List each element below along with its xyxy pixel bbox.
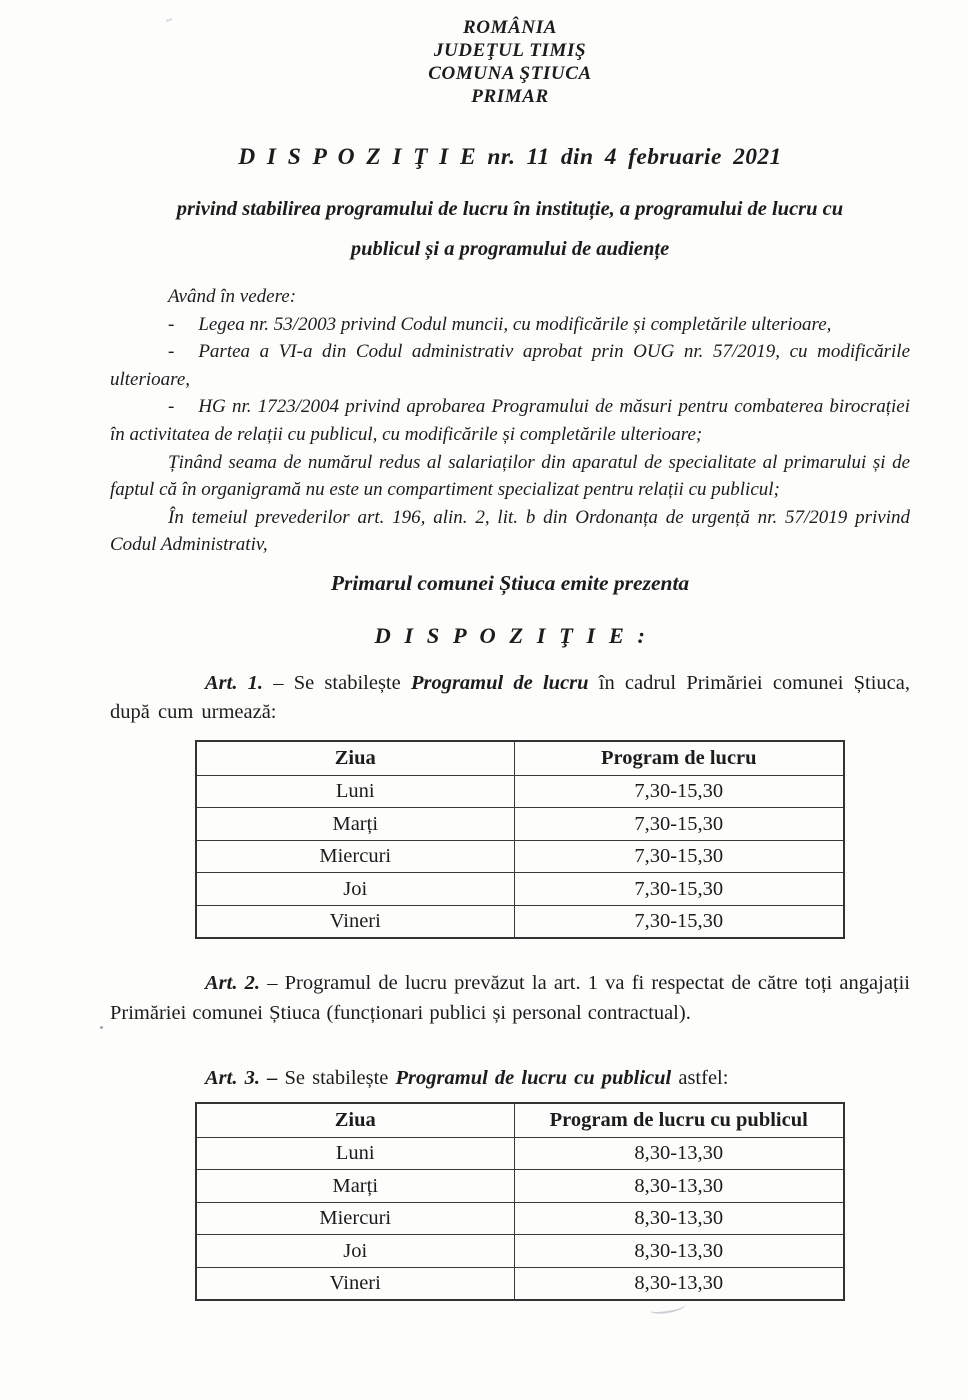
- text-segment: Programul de lucru cu publicul: [395, 1067, 672, 1090]
- legal-reference-item: [110, 393, 910, 448]
- hours-cell: 7,30-15,30: [514, 775, 844, 808]
- text-segment: Programul de lucru: [410, 671, 589, 694]
- day-cell: Vineri: [196, 1267, 514, 1300]
- legal-reference-text: Legea nr. 53/2003 privind Codul muncii, cu modificările și completările ulterioare,: [198, 313, 832, 335]
- work-schedule-table: [195, 740, 845, 940]
- table-row: [196, 1137, 844, 1170]
- column-header-day: Ziua: [196, 1103, 514, 1138]
- list-dash-marker: -: [168, 341, 175, 363]
- hours-cell: 8,30-13,30: [514, 1267, 844, 1300]
- public-schedule-table: [195, 1102, 845, 1302]
- subject-line: privind stabilirea programului de lucru în instituție, a programului de lucru cu: [176, 198, 844, 220]
- hours-cell: 7,30-15,30: [514, 808, 844, 841]
- letterhead-commune: COMUNA ŞTIUCA: [428, 63, 592, 84]
- issuer-statement: Primarul comunei Știuca emite prezenta: [330, 570, 690, 595]
- hours-cell: 8,30-13,30: [514, 1235, 844, 1268]
- article-1: [110, 669, 910, 728]
- column-header-hours: Program de lucru cu publicul: [514, 1103, 844, 1138]
- hours-cell: 8,30-13,30: [514, 1137, 844, 1170]
- day-cell: Joi: [196, 1235, 514, 1268]
- day-cell: Luni: [196, 1137, 514, 1170]
- hours-cell: 8,30-13,30: [514, 1202, 844, 1235]
- day-cell: Vineri: [196, 905, 514, 938]
- table-row: [196, 1235, 844, 1268]
- letterhead-country: ROMÂNIA: [463, 17, 557, 38]
- list-dash-marker: -: [168, 396, 175, 418]
- day-cell: Luni: [196, 775, 514, 808]
- column-header-day: Ziua: [196, 741, 514, 776]
- dispozitie-heading: D I S P O Z I Ţ I E :: [374, 622, 646, 648]
- legal-reference-item: [110, 338, 910, 393]
- day-cell: Miercuri: [196, 840, 514, 873]
- table-row: [196, 1267, 844, 1300]
- scan-artifact: [100, 1026, 103, 1029]
- table-row: [196, 905, 844, 938]
- text-segment: – Programul de lucru prevăzut la art. 1 va fi respectat de către toți angajații Primăriei comunei Știuca (funcționari publici și personal contractual).: [110, 972, 910, 1024]
- table-row: [196, 1202, 844, 1235]
- text-segment: astfel:: [671, 1067, 729, 1090]
- scan-artifact: [649, 1300, 686, 1315]
- day-cell: Marți: [196, 808, 514, 841]
- table-row: [196, 1170, 844, 1203]
- letterhead-county: JUDEŢUL TIMIŞ: [433, 40, 587, 61]
- article-3: [110, 1064, 910, 1094]
- subject-line: publicul și a programului de audiențe: [350, 238, 670, 260]
- clause-consideration: Ținând seama de numărul redus al salariaților din aparatul de specialitate al primarului și de faptul că în organigramă nu este un compartiment specializat pentru relații cu publicul;: [110, 451, 910, 501]
- legal-reference-text: Partea a VI-a din Codul administrativ aprobat prin OUG nr. 57/2019, cu modificările ulterioare,: [110, 341, 910, 390]
- hours-cell: 7,30-15,30: [514, 873, 844, 906]
- clause-legal-basis: În temeiul prevederilor art. 196, alin. 2, lit. b din Ordonanța de urgență nr. 57/2019 privind Codul Administrativ,: [110, 506, 910, 556]
- text-segment: Art. 1.: [205, 671, 264, 694]
- table-header-row: [196, 741, 844, 776]
- hours-cell: 7,30-15,30: [514, 840, 844, 873]
- text-segment: Se stabilește: [277, 1067, 396, 1090]
- table-row: [196, 840, 844, 873]
- day-cell: Joi: [196, 873, 514, 906]
- table-row: [196, 873, 844, 906]
- table-row: [196, 775, 844, 808]
- day-cell: Marți: [196, 1170, 514, 1203]
- article-2: [110, 969, 910, 1028]
- hours-cell: 7,30-15,30: [514, 905, 844, 938]
- table-row: [196, 808, 844, 841]
- letterhead-office: PRIMAR: [471, 86, 549, 107]
- clause-intro: Având în vedere:: [168, 286, 297, 307]
- list-dash-marker: -: [168, 313, 175, 335]
- text-segment: Art. 3. –: [205, 1067, 278, 1090]
- text-segment: în cadrul Primăriei comunei Știuca, după cum urmează:: [110, 671, 910, 724]
- document-title: D I S P O Z I Ţ I E nr. 11 din 4 februarie 2021: [238, 144, 782, 170]
- preamble: [110, 283, 910, 559]
- legal-reference-item: [110, 311, 910, 339]
- day-cell: Miercuri: [196, 1202, 514, 1235]
- table-header-row: [196, 1103, 844, 1138]
- text-segment: Art. 2.: [205, 972, 261, 995]
- column-header-hours: Program de lucru: [514, 741, 844, 776]
- legal-reference-text: HG nr. 1723/2004 privind aprobarea Programului de măsuri pentru combaterea birocrației în activitatea de relații cu publicul, cu modificările și completările ulterioare;: [110, 396, 910, 445]
- text-segment: – Se stabilește: [263, 671, 411, 694]
- document-subject: [110, 189, 910, 269]
- letterhead: [110, 0, 910, 108]
- hours-cell: 8,30-13,30: [514, 1170, 844, 1203]
